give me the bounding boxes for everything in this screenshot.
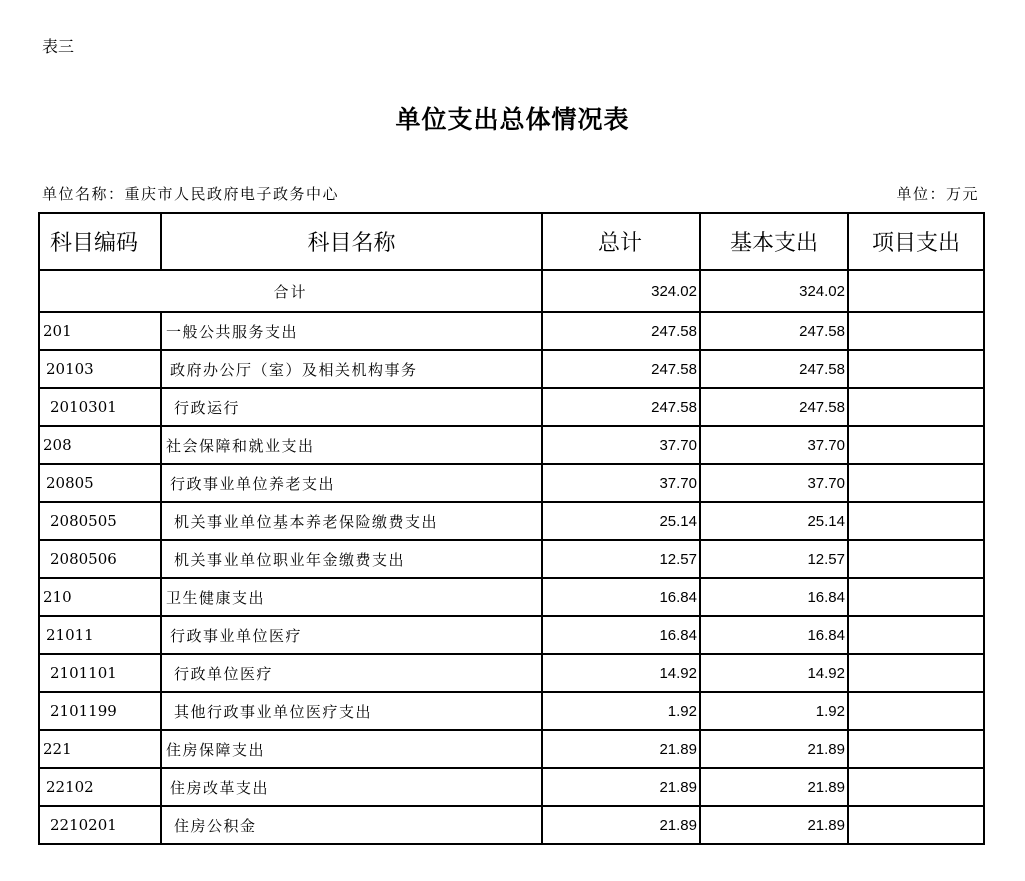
- subject-name-cell: 行政事业单位养老支出: [161, 464, 542, 502]
- project-expenditure-cell: [848, 540, 984, 578]
- project-expenditure-cell: [848, 388, 984, 426]
- basic-expenditure-cell: 16.84: [700, 616, 848, 654]
- basic-expenditure-cell: 16.84: [700, 578, 848, 616]
- basic-expenditure-cell: 12.57: [700, 540, 848, 578]
- total-cell: 16.84: [542, 616, 700, 654]
- table-row: [39, 768, 984, 806]
- subject-name-cell: 住房公积金: [161, 806, 542, 844]
- total-cell: 37.70: [542, 464, 700, 502]
- project-expenditure-cell: [848, 616, 984, 654]
- subject-code-cell: 2210201: [39, 806, 161, 844]
- table-row: [39, 806, 984, 844]
- table-row: [39, 616, 984, 654]
- basic-expenditure-cell: 1.92: [700, 692, 848, 730]
- subject-name-cell: 行政运行: [161, 388, 542, 426]
- unit-name-label: 单位名称：重庆市人民政府电子政务中心: [42, 185, 340, 203]
- project-expenditure-cell: [848, 426, 984, 464]
- subject-name-cell: 行政单位医疗: [161, 654, 542, 692]
- document-tag: 表三: [42, 37, 75, 56]
- currency-unit-label: 单位：万元: [896, 185, 979, 203]
- basic-expenditure-cell: 14.92: [700, 654, 848, 692]
- project-expenditure-cell: [848, 578, 984, 616]
- basic-expenditure-cell: 37.70: [700, 426, 848, 464]
- subject-code-cell: 201: [39, 312, 161, 350]
- subject-code-cell: 2010301: [39, 388, 161, 426]
- subject-name-cell: 卫生健康支出: [161, 578, 542, 616]
- subject-name-cell: 其他行政事业单位医疗支出: [161, 692, 542, 730]
- total-row: [39, 270, 984, 312]
- subject-code-cell: 20103: [39, 350, 161, 388]
- table-row: [39, 502, 984, 540]
- basic-expenditure-cell: 37.70: [700, 464, 848, 502]
- total-cell: 247.58: [542, 312, 700, 350]
- table-row: [39, 730, 984, 768]
- project-expenditure-cell: [848, 350, 984, 388]
- project-expenditure-cell: [848, 654, 984, 692]
- total-cell: 37.70: [542, 426, 700, 464]
- table-row: [39, 312, 984, 350]
- basic-expenditure-cell: 21.89: [700, 768, 848, 806]
- subject-code-cell: 2080506: [39, 540, 161, 578]
- total-cell: 25.14: [542, 502, 700, 540]
- table-row: [39, 464, 984, 502]
- header-subject-code: 科目编码: [39, 213, 161, 270]
- header-project-expenditure: 项目支出: [848, 213, 984, 270]
- subject-name-cell: 社会保障和就业支出: [161, 426, 542, 464]
- subject-name-cell: 一般公共服务支出: [161, 312, 542, 350]
- total-sum: 324.02: [542, 270, 700, 312]
- total-cell: 21.89: [542, 730, 700, 768]
- header-subject-name: 科目名称: [161, 213, 542, 270]
- table-row: [39, 350, 984, 388]
- subject-code-cell: 221: [39, 730, 161, 768]
- header-basic-expenditure: 基本支出: [700, 213, 848, 270]
- subject-code-cell: 2101101: [39, 654, 161, 692]
- basic-expenditure-cell: 247.58: [700, 388, 848, 426]
- table-row: [39, 388, 984, 426]
- subject-name-cell: 住房改革支出: [161, 768, 542, 806]
- project-expenditure-cell: [848, 502, 984, 540]
- basic-expenditure-cell: 21.89: [700, 730, 848, 768]
- subject-code-cell: 2101199: [39, 692, 161, 730]
- basic-expenditure-cell: 247.58: [700, 350, 848, 388]
- subject-code-cell: 2080505: [39, 502, 161, 540]
- table-row: [39, 426, 984, 464]
- table-row: [39, 692, 984, 730]
- subject-code-cell: 208: [39, 426, 161, 464]
- total-cell: 21.89: [542, 768, 700, 806]
- subject-name-cell: 行政事业单位医疗: [161, 616, 542, 654]
- subject-name-cell: 住房保障支出: [161, 730, 542, 768]
- subject-code-cell: 20805: [39, 464, 161, 502]
- page-title: 单位支出总体情况表: [395, 105, 630, 134]
- total-label: 合计: [39, 270, 542, 312]
- total-cell: 247.58: [542, 350, 700, 388]
- table-row: [39, 578, 984, 616]
- total-cell: 12.57: [542, 540, 700, 578]
- table-row: [39, 540, 984, 578]
- header-total: 总计: [542, 213, 700, 270]
- subject-name-cell: 政府办公厅（室）及相关机构事务: [161, 350, 542, 388]
- total-project: [848, 270, 984, 312]
- subject-code-cell: 21011: [39, 616, 161, 654]
- subject-name-cell: 机关事业单位基本养老保险缴费支出: [161, 502, 542, 540]
- table-row: [39, 654, 984, 692]
- subject-code-cell: 210: [39, 578, 161, 616]
- project-expenditure-cell: [848, 730, 984, 768]
- total-cell: 247.58: [542, 388, 700, 426]
- total-basic: 324.02: [700, 270, 848, 312]
- subject-name-cell: 机关事业单位职业年金缴费支出: [161, 540, 542, 578]
- project-expenditure-cell: [848, 312, 984, 350]
- project-expenditure-cell: [848, 692, 984, 730]
- project-expenditure-cell: [848, 806, 984, 844]
- expenditure-table: [38, 212, 985, 845]
- project-expenditure-cell: [848, 768, 984, 806]
- total-cell: 16.84: [542, 578, 700, 616]
- project-expenditure-cell: [848, 464, 984, 502]
- subject-code-cell: 22102: [39, 768, 161, 806]
- basic-expenditure-cell: 247.58: [700, 312, 848, 350]
- total-cell: 14.92: [542, 654, 700, 692]
- basic-expenditure-cell: 25.14: [700, 502, 848, 540]
- total-cell: 1.92: [542, 692, 700, 730]
- total-cell: 21.89: [542, 806, 700, 844]
- basic-expenditure-cell: 21.89: [700, 806, 848, 844]
- table-header-row: [39, 213, 984, 270]
